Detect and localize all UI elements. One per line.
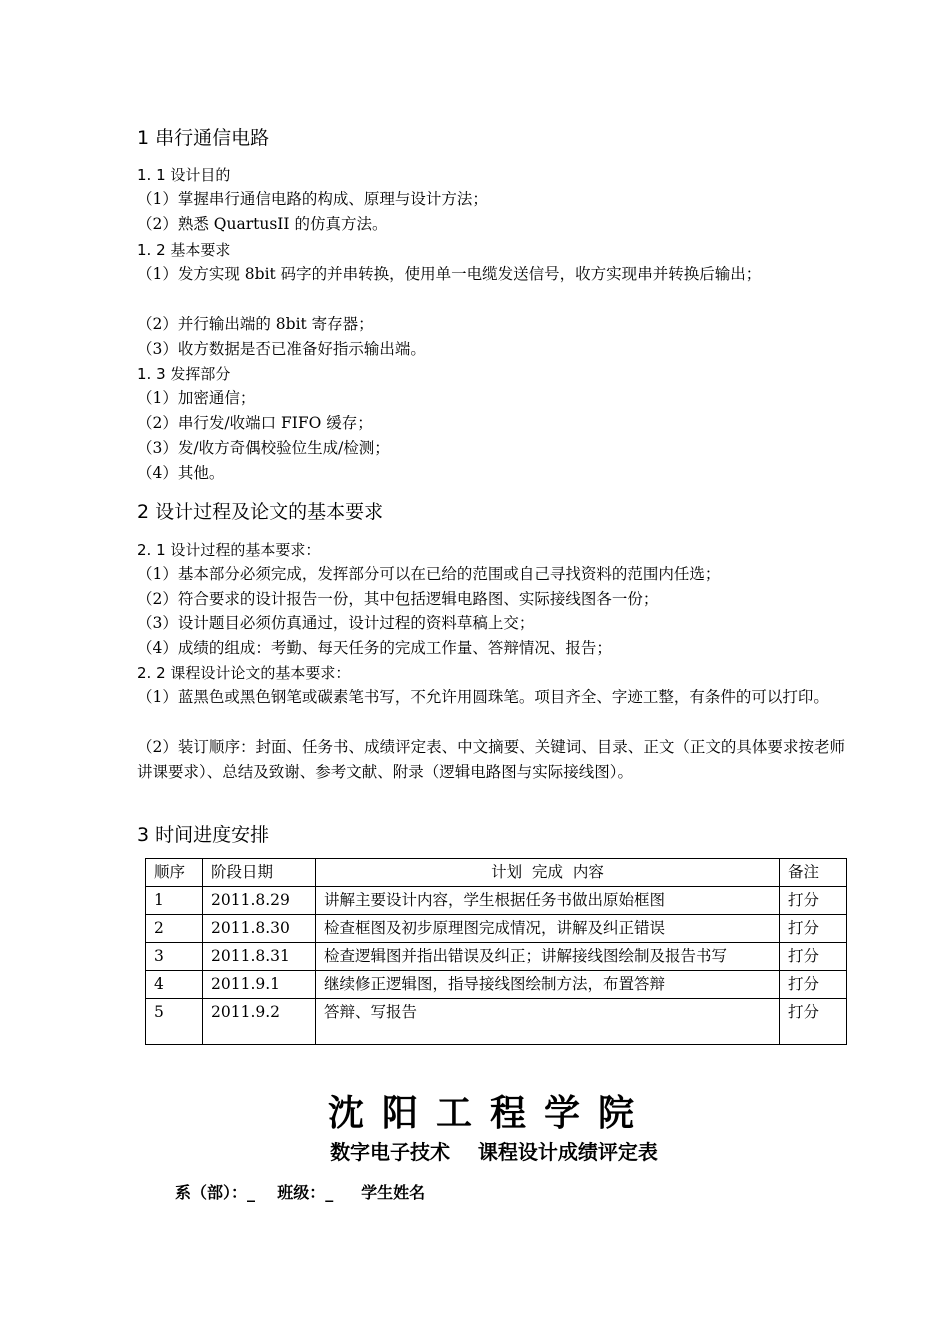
table-cell: 打分: [780, 887, 847, 915]
table-cell: 2011.8.29: [203, 887, 316, 915]
table-cell: 打分: [780, 915, 847, 943]
table-cell: 2011.8.30: [203, 915, 316, 943]
header-cell: 备注: [780, 859, 847, 887]
table-cell: 打分: [780, 943, 847, 971]
table-cell: 答辩、写报告: [316, 999, 780, 1045]
list-item: （2）熟悉 QuartusII 的仿真方法。: [137, 215, 388, 233]
table-cell: 2011.9.1: [203, 971, 316, 999]
section-2-1-heading: 2. 1 设计过程的基本要求：: [137, 541, 321, 559]
list-item: （1）加密通信；: [137, 389, 256, 407]
list-item: （3）设计题目必须仿真通过，设计过程的资料草稿上交；: [137, 614, 535, 632]
schedule-table: [145, 858, 847, 1045]
paragraph: （1）蓝黑色或黑色钢笔或碳素笔书写，不允许用圆珠笔。项目齐全、字迹工整，有条件的可以打印。: [137, 688, 829, 706]
table-header-row: [146, 859, 847, 887]
list-item: （3）收方数据是否已准备好指示输出端。: [137, 340, 426, 358]
list-item: （2）串行发/收端口 FIFO 缓存；: [137, 414, 373, 432]
list-item: （2）符合要求的设计报告一份，其中包括逻辑电路图、实际接线图各一份；: [137, 590, 659, 608]
section-2-heading: 2 设计过程及论文的基本要求: [137, 501, 384, 523]
table-cell: 2011.8.31: [203, 943, 316, 971]
table-cell: 2: [146, 915, 203, 943]
table-cell: 继续修正逻辑图，指导接线图绘制方法，布置答辩: [316, 971, 780, 999]
table-cell: 2011.9.2: [203, 999, 316, 1045]
table-cell: 打分: [780, 971, 847, 999]
list-item: （4）成绩的组成：考勤、每天任务的完成工作量、答辩情况、报告；: [137, 639, 612, 657]
header-cell: 顺序: [146, 859, 203, 887]
table-cell: 3: [146, 943, 203, 971]
table-cell: 检查框图及初步原理图完成情况，讲解及纠正错误: [316, 915, 780, 943]
section-2-2-heading: 2. 2 课程设计论文的基本要求：: [137, 664, 351, 682]
table-row: [146, 943, 847, 971]
list-item: （3）发/收方奇偶校验位生成/检测；: [137, 439, 390, 457]
table-cell: 打分: [780, 999, 847, 1045]
school-name-title: 沈阳工程学院: [327, 1092, 652, 1134]
section-1-1-heading: 1. 1 设计目的: [137, 166, 231, 184]
table-cell: 4: [146, 971, 203, 999]
list-item: （2）并行输出端的 8bit 寄存器；: [137, 315, 374, 333]
section-1-heading: 1 串行通信电路: [137, 127, 270, 149]
list-item: （1）发方实现 8bit 码字的并串转换，使用单一电缆发送信号，收方实现串并转换后输出；: [137, 265, 762, 283]
paragraph: （2）装订顺序：封面、任务书、成绩评定表、中文摘要、关键词、目录、正文（正文的具体要求按老师讲课要求）、总结及致谢、参考文献、附录（逻辑电路图与实际接线图）。: [137, 738, 845, 781]
table-row: [146, 887, 847, 915]
list-item: （1）掌握串行通信电路的构成、原理与设计方法；: [137, 190, 488, 208]
table-cell: 1: [146, 887, 203, 915]
table-cell: 5: [146, 999, 203, 1045]
table-row: [146, 971, 847, 999]
student-info-line: 系（部）：_ 班级：_ 学生姓名: [175, 1183, 426, 1202]
section-1-2-heading: 1. 2 基本要求: [137, 241, 231, 259]
evaluation-form-title: 数字电子技术 课程设计成绩评定表: [330, 1140, 658, 1164]
table-row: [146, 999, 847, 1045]
table-cell: 讲解主要设计内容，学生根据任务书做出原始框图: [316, 887, 780, 915]
section-3-heading: 3 时间进度安排: [137, 824, 270, 846]
table-row: [146, 915, 847, 943]
table-cell: 检查逻辑图并指出错误及纠正；讲解接线图绘制及报告书写: [316, 943, 780, 971]
section-1-3-heading: 1. 3 发挥部分: [137, 365, 231, 383]
list-item: （1）基本部分必须完成，发挥部分可以在已给的范围或自己寻找资料的范围内任选；: [137, 565, 721, 583]
header-cell: 计划 完成 内容: [316, 859, 780, 887]
header-cell: 阶段日期: [203, 859, 316, 887]
list-item: （4）其他。: [137, 464, 225, 482]
